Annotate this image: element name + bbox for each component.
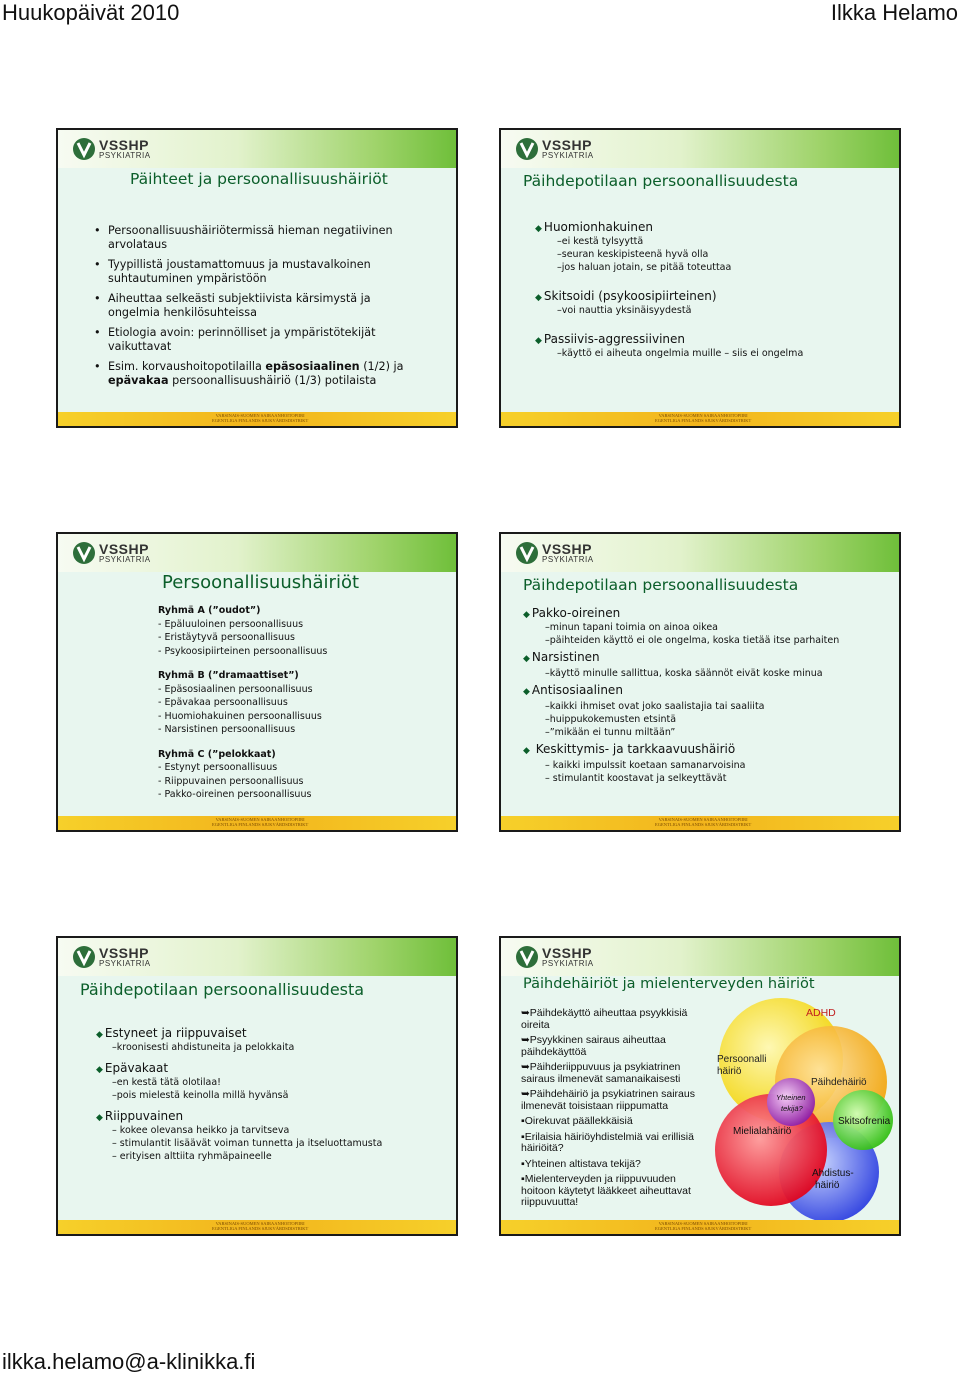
slide-title: Päihdepotilaan persoonallisuudesta bbox=[523, 172, 799, 190]
list-item: ▪Erilaisia häiriöyhdistelmiä vai erillisiä häiriöitä? bbox=[521, 1130, 694, 1154]
venn-circle-yhteinen bbox=[767, 1078, 815, 1126]
venn-label-paihde: Päihdehäiriö bbox=[811, 1077, 867, 1088]
list-item: ➥Päihderiippuvuus ja psykiatrinen sairaus ilmenevät samanaikaisesti bbox=[521, 1061, 681, 1085]
slide-4 bbox=[499, 532, 901, 832]
page-header-left: Huukopäivät 2010 bbox=[2, 0, 180, 25]
vsshp-logo: VSSHP PSYKIATRIA bbox=[515, 540, 594, 566]
list-item: • Aiheuttaa selkeästi subjektiivista kärsimystä ja ongelmia henkilösuhteissa bbox=[108, 292, 424, 320]
venn-label-skitso: Skitsofrenia bbox=[838, 1116, 891, 1127]
venn-diagram bbox=[699, 996, 901, 1226]
venn-label-mieliala: Mielialahäiriö bbox=[733, 1126, 792, 1137]
slide-footer-band: VARSINAIS-SUOMEN SAIRAANHOITOPIIRI EGENTLIGA FINLANDS SJUKVÅRDSDISTRIKT bbox=[58, 1220, 456, 1234]
vsshp-logo: VSSHP PSYKIATRIA bbox=[72, 136, 151, 162]
list-item: ▪Mielenterveyden ja riippuvuuden hoitoon käytetyt lääkkeet aiheuttavat riippuvuutta! bbox=[521, 1173, 691, 1208]
venn-label-hairio: häiriö bbox=[717, 1066, 742, 1077]
list-item: ➥Päihdekäyttö aiheuttaa psyykkisiä oireita bbox=[521, 1007, 688, 1031]
slide-title: Persoonallisuushäiriöt bbox=[162, 572, 360, 593]
vsshp-logo-icon bbox=[515, 945, 539, 969]
list-item: ▪Yhteinen altistava tekijä? bbox=[521, 1157, 641, 1170]
list-item: • Tyypillistä joustamattomuus ja mustavalkoinen suhtautuminen ympäristöön bbox=[108, 258, 424, 286]
vsshp-logo: VSSHP PSYKIATRIA bbox=[72, 944, 151, 970]
slide-body: ◆ Estyneet ja riippuvaiset –kroonisesti ahdistuneita ja pelokkaita ◆ Epävakaat –en kestä tätä olotilaa! –pois mielestä keinolla millä hyvänsä ◆ Riippuvainen – kokee olevansa heikko ja tarvitseva – stimulantit lisäävät voiman tunnetta ja itseluottamusta – erityisen alttiita ryhmäpaineelle bbox=[96, 1026, 383, 1162]
list-item: ➥Päihdehäiriö ja psykiatrinen sairaus ilmenevät toisistaan riippumatta bbox=[521, 1088, 695, 1112]
venn-label-yhteinen-1: Yhteinen bbox=[776, 1093, 806, 1102]
vsshp-logo-icon bbox=[72, 945, 96, 969]
vsshp-logo-icon bbox=[515, 541, 539, 565]
slide-body: ◆ Pakko-oireinen –minun tapani toimia on ainoa oikea –päihteiden käyttö ei ole ongelma, koska tietää itse parhaiten ◆ Narsistinen –käyttö minulle sallittua, koska säännöt eivät koske minua ◆ Antisosiaalinen –kaikki ihmiset ovat joko saalistajia tai saaliita –huippukokemusten etsintä –”mikään ei tunnu miltään” ◆ Keskittymis- ja tarkkaavuushäiriö – kaikki impulssit koetaan samanarvoisina – stimulantit koostavat ja selkeyttävät bbox=[523, 606, 840, 784]
venn-label-persoonalli: Persoonalli bbox=[717, 1054, 767, 1065]
slide-2 bbox=[499, 128, 901, 428]
list-item: • Persoonallisuushäiriötermissä hieman negatiivinen arvolataus bbox=[108, 224, 424, 252]
slide-footer-band: VARSINAIS-SUOMEN SAIRAANHOITOPIIRI EGENTLIGA FINLANDS SJUKVÅRDSDISTRIKT bbox=[501, 816, 899, 830]
venn-label-yhteinen-2: tekijä? bbox=[781, 1104, 803, 1113]
vsshp-logo: VSSHP PSYKIATRIA bbox=[515, 136, 594, 162]
slide-footer-band: VARSINAIS-SUOMEN SAIRAANHOITOPIIRI EGENTLIGA FINLANDS SJUKVÅRDSDISTRIKT bbox=[58, 412, 456, 426]
list-item: ➥Psyykkinen sairaus aiheuttaa päihdekäyttöä bbox=[521, 1034, 666, 1058]
vsshp-logo: VSSHP PSYKIATRIA bbox=[72, 540, 151, 566]
venn-label-ahdistus-2: häiriö bbox=[815, 1180, 840, 1191]
list-item: • Esim. korvaushoitopotilailla epäsosiaalinen (1/2) ja epävakaa persoonallisuushäiriö (1/3) potilaista bbox=[108, 360, 424, 388]
slide-body bbox=[94, 224, 424, 394]
vsshp-logo-icon bbox=[72, 541, 96, 565]
slide-footer-band: VARSINAIS-SUOMEN SAIRAANHOITOPIIRI EGENTLIGA FINLANDS SJUKVÅRDSDISTRIKT bbox=[501, 1220, 899, 1234]
slide-footer-band: VARSINAIS-SUOMEN SAIRAANHOITOPIIRI EGENTLIGA FINLANDS SJUKVÅRDSDISTRIKT bbox=[58, 816, 456, 830]
slide-body: Ryhmä A (”oudot”) - Epäluuloinen persoonallisuus - Eristäytyvä persoonallisuus - Psykoosipiirteinen persoonallisuus Ryhmä B (”dramaattiset”) - Epäsosiaalinen persoonallisuus - Epävakaa persoonallisuus - Huomiohakuinen persoonallisuus - Narsistinen persoonallisuus Ryhmä C (”pelokkaat) - Estynyt persoonallisuus - Riippuvainen persoonallisuus - Pakko-oireinen persoonallisuus bbox=[158, 605, 328, 800]
slide-1 bbox=[56, 128, 458, 428]
slide-6 bbox=[499, 936, 901, 1236]
venn-label-adhd: ADHD bbox=[806, 1007, 836, 1019]
slide-body: ◆ Huomionhakuinen –ei kestä tylsyyttä –seuran keskipisteenä hyvä olla –jos haluan jotain, se pitää toteuttaa ◆ Skitsoidi (psykoosipiirteinen) –voi nauttia yksinäisyydestä ◆ Passiivis-aggressiivinen –käyttö ei aiheuta ongelmia muille – siis ei ongelma bbox=[535, 220, 804, 359]
vsshp-logo-icon bbox=[515, 137, 539, 161]
slide-title: Päihdehäiriöt ja mielenterveyden häiriöt bbox=[523, 976, 815, 992]
vsshp-logo: VSSHP PSYKIATRIA bbox=[515, 944, 594, 970]
page-header-right: Ilkka Helamo bbox=[830, 0, 958, 25]
footer-email: ilkka.helamo@a-klinikka.fi bbox=[2, 1349, 256, 1374]
list-item: ▪Oirekuvat päällekkäisiä bbox=[521, 1115, 633, 1127]
slide-title: Päihdepotilaan persoonallisuudesta bbox=[523, 576, 799, 594]
list-item: • Etiologia avoin: perinnölliset ja ympäristötekijät vaikuttavat bbox=[108, 326, 424, 354]
slide-5 bbox=[56, 936, 458, 1236]
slide-title: Päihdepotilaan persoonallisuudesta bbox=[80, 980, 365, 999]
slide-3 bbox=[56, 532, 458, 832]
vsshp-logo-icon bbox=[72, 137, 96, 161]
slide-footer-band: VARSINAIS-SUOMEN SAIRAANHOITOPIIRI EGENTLIGA FINLANDS SJUKVÅRDSDISTRIKT bbox=[501, 412, 899, 426]
venn-label-ahdistus-1: Ahdistus- bbox=[812, 1168, 854, 1179]
slide-body bbox=[521, 1008, 699, 1209]
slide-title: Päihteet ja persoonallisuushäiriöt bbox=[130, 170, 388, 188]
